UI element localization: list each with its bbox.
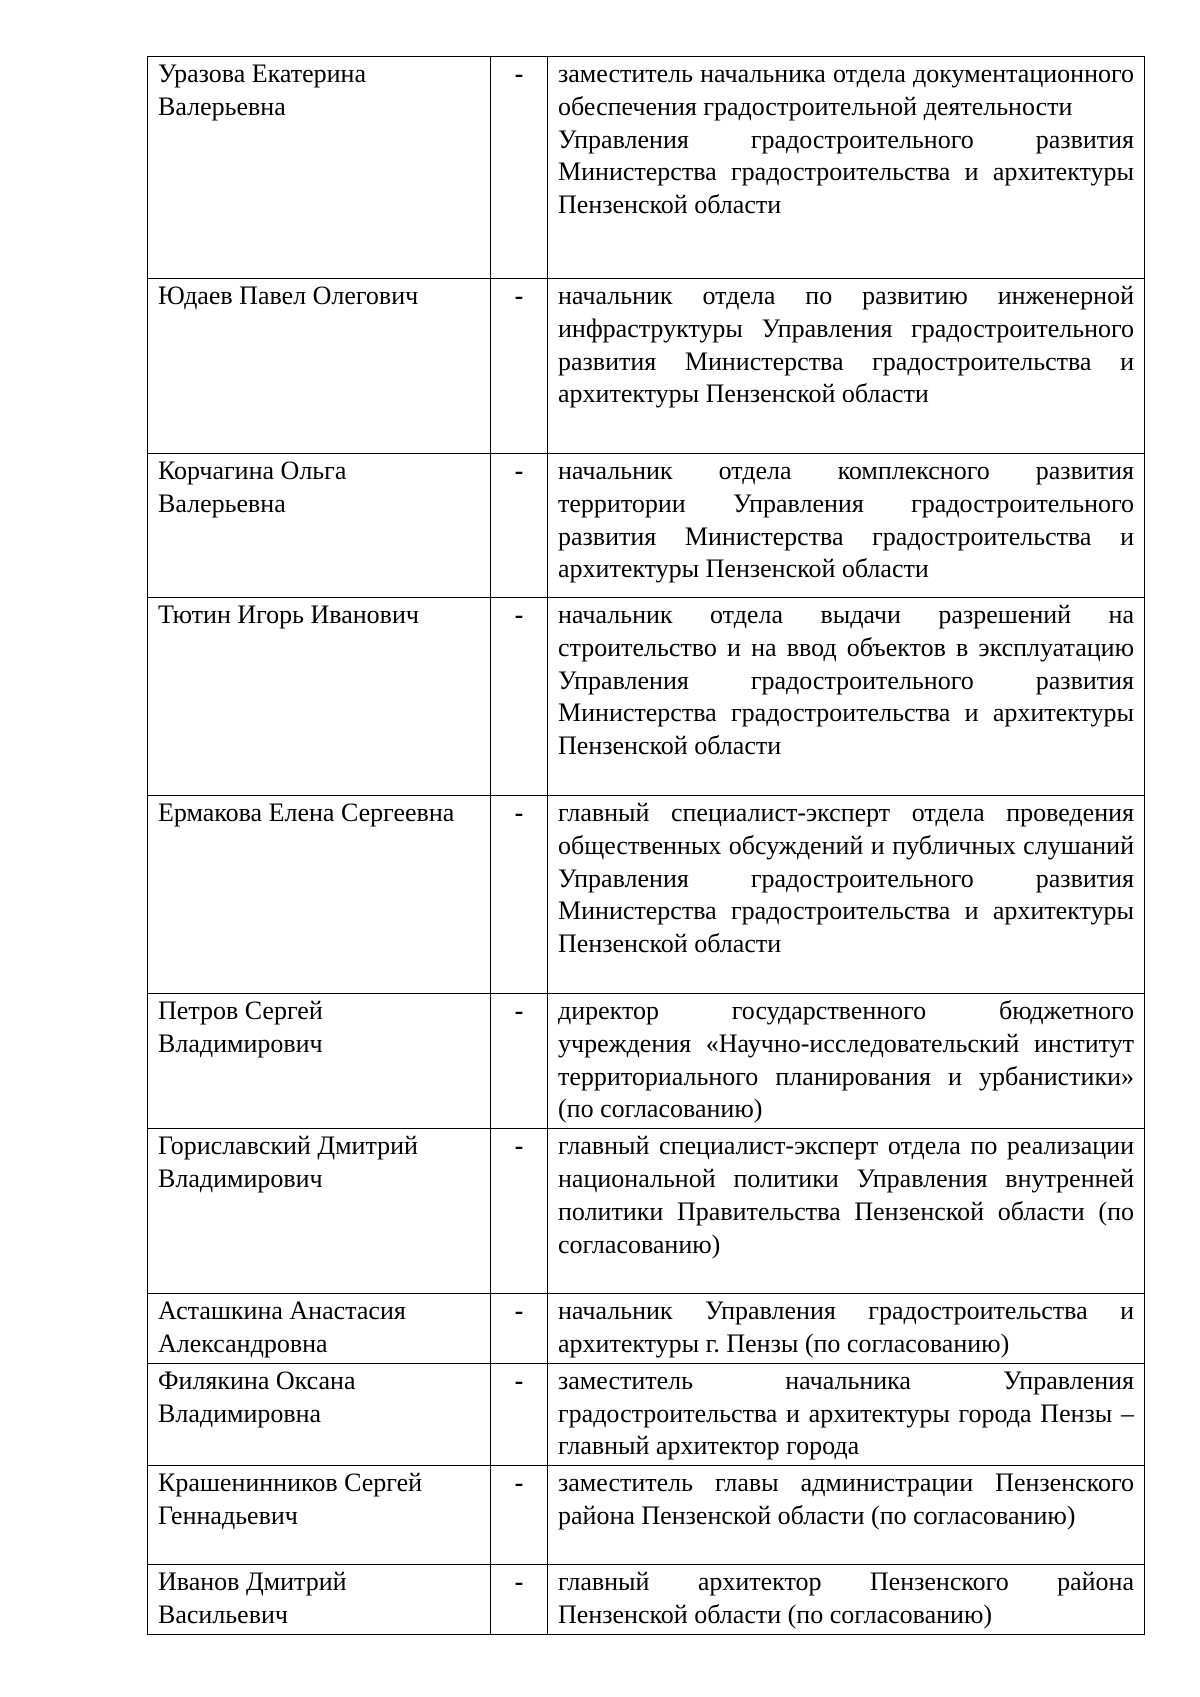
separator-dash: -	[491, 1466, 548, 1565]
member-position	[548, 1466, 1145, 1565]
separator-dash: -	[491, 279, 548, 454]
member-name: Филякина Оксана Владимировна	[148, 1363, 491, 1465]
member-name: Уразова Екатерина Валерьевна	[148, 57, 491, 279]
member-position	[548, 1363, 1145, 1465]
member-position	[548, 454, 1145, 598]
table-row	[148, 279, 1145, 454]
position-line: главный специалист-эксперт отдела проведения общественных обсуждений и публичных слушаний Управления градостроительного развития Министерства градостроительства и архитектуры Пензенской области	[558, 798, 1134, 959]
position-line: директор государственного бюджетного учреждения «Научно-исследовательский институт территориального планирования и урбанистики» (по согласованию)	[558, 996, 1134, 1124]
position-line: начальник Управления градостроительства и архитектуры г. Пензы (по согласованию)	[558, 1296, 1134, 1358]
member-position	[548, 598, 1145, 796]
separator-dash: -	[491, 598, 548, 796]
member-position	[548, 1129, 1145, 1294]
member-name: Крашенинников Сергей Геннадьевич	[148, 1466, 491, 1565]
position-line: заместитель главы администрации Пензенского района Пензенской области (по согласованию)	[558, 1468, 1134, 1530]
separator-dash: -	[491, 1565, 548, 1635]
table-row	[148, 57, 1145, 279]
member-position	[548, 1565, 1145, 1635]
table-row	[148, 1565, 1145, 1635]
member-position	[548, 1294, 1145, 1364]
table-row	[148, 796, 1145, 994]
member-name: Корчагина Ольга Валерьевна	[148, 454, 491, 598]
separator-dash: -	[491, 1129, 548, 1294]
member-position	[548, 796, 1145, 994]
separator-dash: -	[491, 454, 548, 598]
member-position	[548, 994, 1145, 1129]
member-name: Гориславский Дмитрий Владимирович	[148, 1129, 491, 1294]
table-row	[148, 1294, 1145, 1364]
separator-dash: -	[491, 1363, 548, 1465]
position-line: начальник отдела комплексного развития территории Управления градостроительного развития Министерства градостроительства и архитектуры Пензенской области	[558, 456, 1134, 584]
table-row	[148, 1363, 1145, 1465]
member-name: Петров Сергей Владимирович	[148, 994, 491, 1129]
separator-dash: -	[491, 796, 548, 994]
separator-dash: -	[491, 1294, 548, 1364]
commission-members-table	[147, 56, 1145, 1635]
member-position	[548, 279, 1145, 454]
member-position	[548, 57, 1145, 279]
table-row	[148, 1129, 1145, 1294]
position-line: начальник отдела выдачи разрешений на строительство и на ввод объектов в эксплуатацию Управления градостроительного развития Министерства градостроительства и архитектуры Пензенской области	[558, 600, 1134, 761]
separator-dash: -	[491, 57, 548, 279]
separator-dash: -	[491, 994, 548, 1129]
table-row	[148, 1466, 1145, 1565]
table-row	[148, 598, 1145, 796]
member-name: Юдаев Павел Олегович	[148, 279, 491, 454]
position-line: Управления градостроительного развития Министерства градостроительства и архитектуры Пензенской области	[558, 124, 1134, 220]
position-line: главный специалист-эксперт отдела по реализации национальной политики Управления внутренней политики Правительства Пензенской области (по согласованию)	[558, 1131, 1134, 1259]
member-name: Иванов Дмитрий Васильевич	[148, 1565, 491, 1635]
member-name: Ермакова Елена Сергеевна	[148, 796, 491, 994]
position-line: начальник отдела по развитию инженерной инфраструктуры Управления градостроительного развития Министерства градостроительства и архитектуры Пензенской области	[558, 281, 1134, 409]
table-row	[148, 454, 1145, 598]
member-name: Тютин Игорь Иванович	[148, 598, 491, 796]
position-line: главный архитектор Пензенского района Пензенской области (по согласованию)	[558, 1567, 1134, 1629]
position-line: заместитель начальника отдела документационного обеспечения градостроительной деятельности	[558, 59, 1134, 121]
position-line: заместитель начальника Управления градостроительства и архитектуры города Пензы – главный архитектор города	[558, 1365, 1134, 1461]
member-name: Асташкина Анастасия Александровна	[148, 1294, 491, 1364]
table-row	[148, 994, 1145, 1129]
document-page	[147, 56, 1144, 1635]
